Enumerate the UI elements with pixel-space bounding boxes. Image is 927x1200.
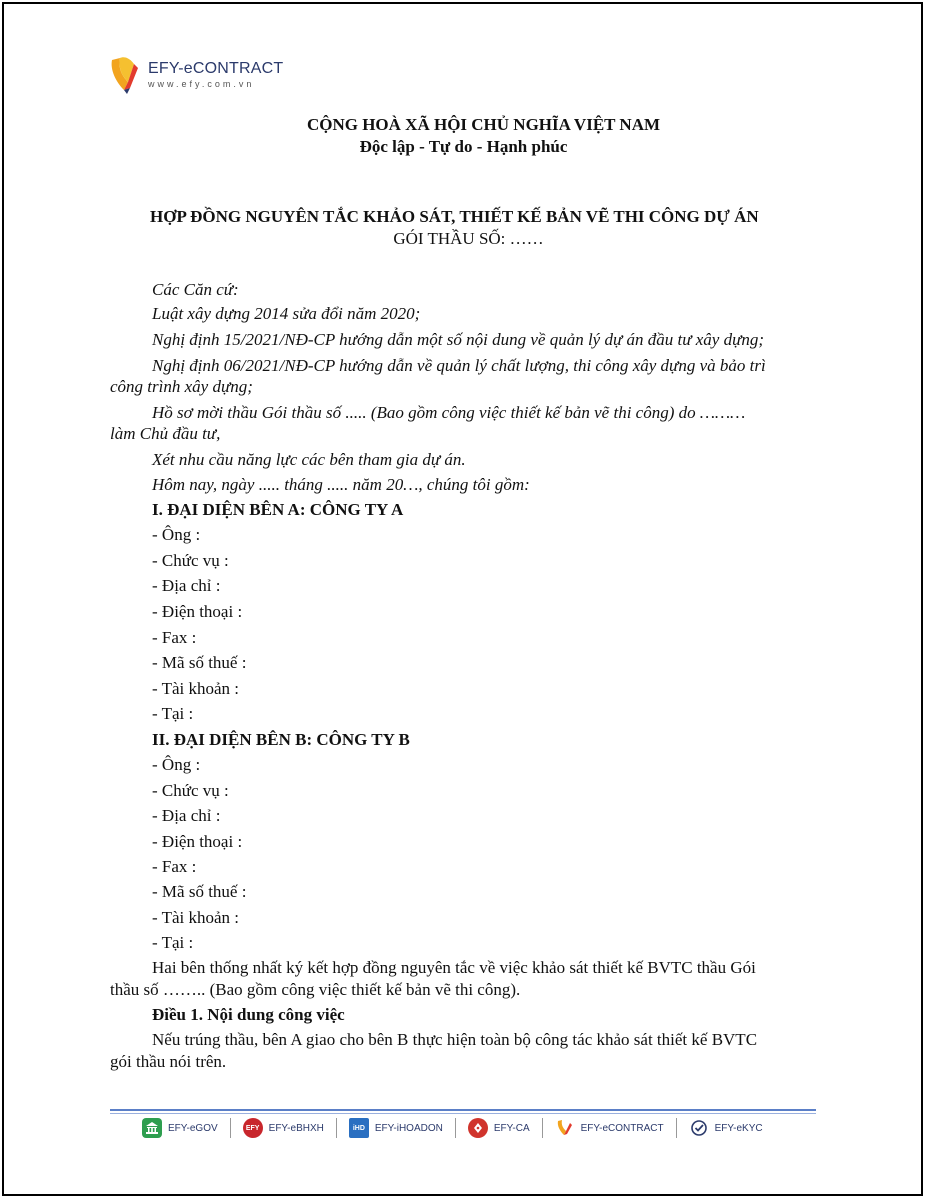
- footer-brands: [142, 1118, 763, 1138]
- article-1-heading: Điều 1. Nội dung công việc: [152, 1005, 345, 1024]
- efy-icon-mark: EFY: [245, 1124, 260, 1132]
- party-b-field: - Mã số thuế :: [152, 882, 247, 901]
- brand-ekyc[interactable]: [689, 1118, 763, 1138]
- national-motto: [0, 137, 927, 157]
- party-b-field: - Ông :: [152, 755, 201, 774]
- party-b-field: - Địa chỉ :: [152, 806, 221, 825]
- basis-item: Xét nhu cầu năng lực các bên tham gia dự án.: [152, 450, 466, 469]
- national-motto-text: Độc lập - Tự do - Hạnh phúc: [359, 137, 568, 156]
- brand-label: EFY-eBHXH: [268, 1122, 324, 1134]
- page-frame: [2, 2, 923, 1196]
- footer-separator: [230, 1118, 231, 1138]
- brand-label: EFY-iHOADON: [374, 1122, 443, 1134]
- basis-item: Luật xây dựng 2014 sửa đổi năm 2020;: [152, 304, 421, 323]
- footer-separator: [542, 1118, 543, 1138]
- basis-item: Nghị định 15/2021/NĐ-CP hướng dẫn một số nội dung về quản lý dự án đầu tư xây dựng;: [152, 330, 765, 349]
- footer-separator: [455, 1118, 456, 1138]
- brand-label: EFY-CA: [493, 1122, 530, 1134]
- basis-item: Hồ sơ mời thầu Gói thầu số ..... (Bao gồm công việc thiết kế bản vẽ thi công) do ………: [152, 403, 746, 422]
- brand-label: EFY-eGOV: [168, 1122, 218, 1134]
- agreement-text: thầu số …….. (Bao gồm công việc thiết kế bản vẽ thi công).: [110, 980, 521, 999]
- package-number: GÓI THẦU SỐ: ……: [393, 229, 544, 248]
- party-a-field: - Ông :: [152, 525, 201, 544]
- brand-ihoadon[interactable]: [349, 1118, 443, 1138]
- party-a-field: - Điện thoại :: [152, 602, 243, 621]
- pencil-icon: [555, 1118, 575, 1138]
- footer-separator: [336, 1118, 337, 1138]
- party-b-field: - Điện thoại :: [152, 832, 243, 851]
- basis-item: Hôm nay, ngày ..... tháng ..... năm 20…, chúng tôi gồm:: [152, 475, 530, 494]
- check-shield-icon: [689, 1118, 709, 1138]
- ihd-icon-mark: iHD: [352, 1124, 365, 1132]
- pen-nib-icon: [468, 1118, 488, 1138]
- article-1-text: Nếu trúng thầu, bên A giao cho bên B thực hiện toàn bộ công tác khảo sát thiết kế BVTC: [152, 1030, 758, 1049]
- party-a-field: - Mã số thuế :: [152, 653, 247, 672]
- party-a-heading: I. ĐẠI DIỆN BÊN A: CÔNG TY A: [152, 500, 404, 519]
- brand-label: EFY-eCONTRACT: [580, 1122, 664, 1134]
- company-logo: [108, 52, 283, 96]
- brand-label: EFY-eKYC: [714, 1122, 763, 1134]
- brand-ebhxh[interactable]: [243, 1118, 324, 1138]
- national-title: CỘNG HOÀ XÃ HỘI CHỦ NGHĨA VIỆT NAM: [306, 115, 661, 134]
- party-a-field: - Tài khoản :: [152, 679, 240, 698]
- agreement-text: Hai bên thống nhất ký kết hợp đồng nguyên tắc về việc khảo sát thiết kế BVTC thầu Gói: [152, 958, 756, 977]
- party-a-field: - Địa chỉ :: [152, 576, 221, 595]
- party-b-field: - Tài khoản :: [152, 908, 240, 927]
- logo-url: www.efy.com.vn: [148, 79, 255, 89]
- party-b-field: - Chức vụ :: [152, 781, 229, 800]
- basis-item: làm Chủ đầu tư,: [110, 424, 221, 443]
- pencil-logo-icon: [108, 52, 140, 96]
- party-b-field: - Tại :: [152, 933, 194, 952]
- efy-icon: [243, 1118, 263, 1138]
- party-b-field: - Fax :: [152, 857, 197, 876]
- brand-egov[interactable]: [142, 1118, 218, 1138]
- bank-icon: [142, 1118, 162, 1138]
- logo-name: EFY-eCONTRACT: [148, 60, 284, 77]
- brand-econtract[interactable]: [555, 1118, 664, 1138]
- brand-ca[interactable]: [468, 1118, 530, 1138]
- contract-title: HỢP ĐỒNG NGUYÊN TẮC KHẢO SÁT, THIẾT KẾ BẢN VẼ THI CÔNG DỰ ÁN: [150, 207, 759, 226]
- ihd-icon: [349, 1118, 369, 1138]
- party-b-heading: II. ĐẠI DIỆN BÊN B: CÔNG TY B: [152, 730, 410, 749]
- basis-item: công trình xây dựng;: [110, 377, 253, 396]
- article-1-text: gói thầu nói trên.: [110, 1052, 227, 1071]
- basis-item: Nghị định 06/2021/NĐ-CP hướng dẫn về quản lý chất lượng, thi công xây dựng và bảo trì: [152, 356, 766, 375]
- footer-separator: [676, 1118, 677, 1138]
- party-a-field: - Chức vụ :: [152, 551, 229, 570]
- party-a-field: - Fax :: [152, 628, 197, 647]
- footer-divider: [110, 1113, 816, 1114]
- footer-divider: [110, 1109, 816, 1111]
- party-a-field: - Tại :: [152, 704, 194, 723]
- basis-heading: Các Căn cứ:: [152, 280, 239, 299]
